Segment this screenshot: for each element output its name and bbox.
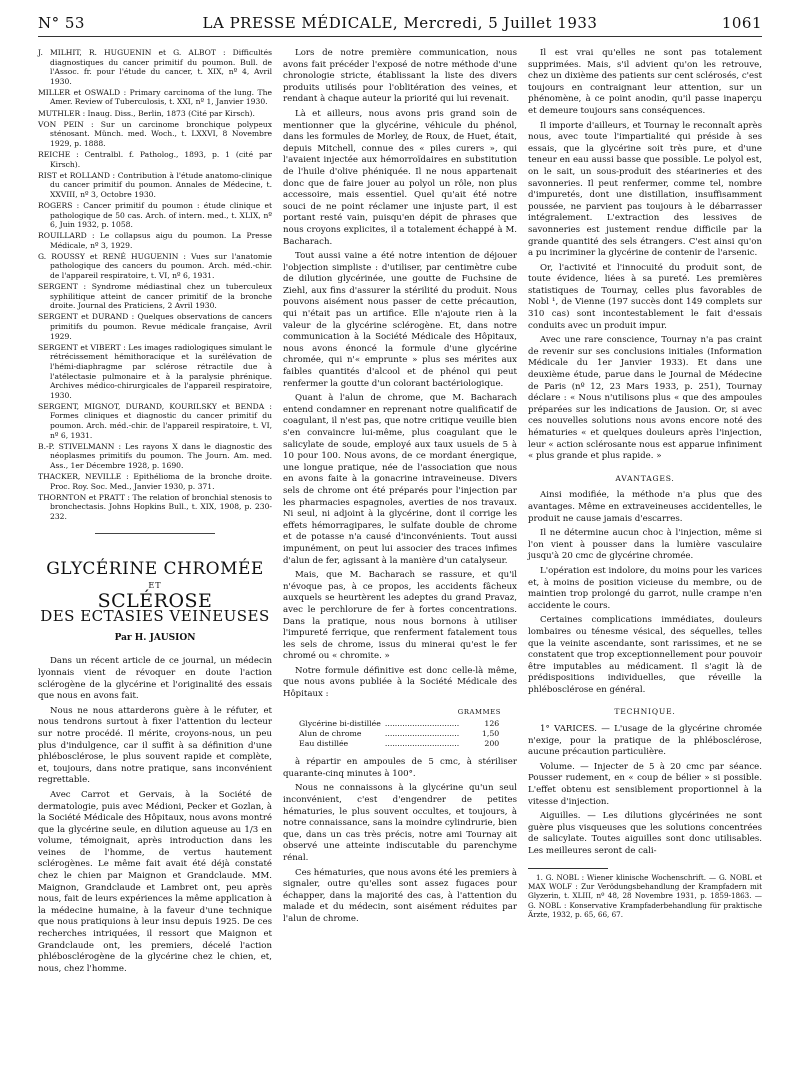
paragraph: à répartir en ampoules de 5 cmc, à stériliser quarante-cinq minutes à 100°. [283,757,517,779]
reference-entry: J. MILHIT, R. HUGUENIN et G. ALBOT : Difficultés diagnostiques du cancer primitif du poumon. Bull. de l'Assoc. fr. pour l'étude du cancer, t. XIX, nº 4, Avril 1930. [38,48,272,86]
paragraph: Il ne détermine aucun choc à l'injection, même si l'on vient à pousser dans la lumière vasculaire jusqu'à 20 cmc de glycérine chromée. [528,528,762,562]
column-3 [528,48,762,920]
paragraph: Quant à l'alun de chrome, que M. Bacharach entend condamner en reprenant notre qualificatif de coagulant, il n'est pas, que notre critique veuille bien s'en convaincre lui-même, plus coagulant que le salicylate de soude, employé aux taux usuels de 5 à 10 pour 100. Nous avons, de ce mordant énergique, une longue pratique, née de l'association que nous en avons faite à la gonacrine intraveineuse. Divers sels de chrome ont été préparés pour l'injection par les pharmacies espagnoles, averties de nos travaux. Ni seul, ni adjoint à la glycérine, dont il corrige les effets hémorragipares, le sulfate double de chrome et de potasse n'a causé d'inconvénients. Tout aussi impunément, on peut lui associer des traces infimes d'alun de fer, agissant à la manière d'un catalyseur. [283,393,517,566]
column-2 [283,48,517,929]
technique-text [528,724,762,858]
reference-entry: VON PEIN : Sur un carcinome bronchique polypeux sténosant. Münch. med. Woch., t. LXXVI, 8 Novembre 1929, p. 1888. [38,119,272,148]
running-header [38,12,762,36]
ingredient-name: Glycérine bi-distillée [299,719,381,729]
footnote: 1. G. NOBL : Wiener klinische Wochenschrift. — G. NOBL et MAX WOLF : Zur Verödungsbehandlung der Krampfadern mit Glyzerin, t. XLIII, nº 48, 28 Novembre 1931, p. 1859-1863. — G. NOBL : Konservative Krampfaderbehandlung für praktische Ärzte, 1932, p. 65, 66, 67. [528,872,762,920]
journal-title: LA PRESSE MÉDICALE, Mercredi, 5 Juillet 1933 [202,14,598,32]
reference-list [38,48,272,521]
column-1 [38,48,272,978]
leader-dots: .............................. [384,719,460,729]
paragraph: Avec Carrot et Gervais, à la Société de dermatologie, puis avec Médioni, Pecker et Gozlan, à la Société Médicale des Hôpitaux, nous avons montré que la glycérine seule, en dilution aqueuse au 1/3 en volume, témoignait, après introduction dans les veines de l'homme, de vertus hautement sclérogènes. Le même fait avait été déjà constaté chez le chien par Maignon et Grandclaude. MM. Maignon, Grandclaude et Lambret ont, peu après nous, fait de leurs expériences la même application à la médecine humaine, à la faveur d'une technique que nous pratiquions à leur insu depuis 1925. De ces recherches intriquées, il ressort que Maignon et Grandclaude ont, les premiers, décelé l'action phlébosclérogène de la glycérine chez le chien, et, nous, chez l'homme. [38,789,273,974]
reference-entry: B.-P. STIVELMANN : Les rayons X dans le diagnostic des néoplasmes primitifs du poumon. The Journ. Am. med. Ass., 1er Décembre 1928, p. 1690. [38,441,272,470]
formula-row [297,719,501,729]
ingredient-quantity: 200 [484,739,500,749]
article-author: Par H. JAUSION [114,632,196,643]
formula-unit: GRAMMES [457,707,501,716]
issue-number: N° 53 [38,14,85,32]
paragraph: Là et ailleurs, nous avons pris grand soin de mentionner que la glycérine, véhicule du phénol, dans les formules de Morley, de Roux, de Huet, était, depuis Mitchell, connue des « piles curers », qui l'avaient injectée aux hémorroïdaires en substitution de l'huile d'olive phéniquée. Il ne nous appartenait donc que de faire jouer au polyol un rôle, non plus accessoire, mais essentiel. Quel qu'ait été notre souci de ne point réclamer une injuste part, il est portant resté vain, puisqu'en dépit de phrases que nous croyons explicites, il a totalement échappé à M. Bacharach. [283,108,517,247]
reference-entry: ROUILLARD : Le collapsus aigu du poumon. La Presse Médicale, nº 3, 1929. [38,231,272,250]
reference-entry: REICHE : Centralbl. f. Patholog., 1893, p. 1 (cité par Kirsch). [38,149,272,169]
reference-entry: RIST et ROLLAND : Contribution à l'étude anatomo-clinique du cancer primitif du poumon. Annales de Médecine, t. XXVIII, nº 3, Octobre 1930. [38,170,272,199]
section-avantages: AVANTAGES. [615,473,675,483]
paragraph: Lors de notre première communication, nous avons fait précéder l'exposé de notre méthode d'une chronologie stricte, établissant la liste des divers produits utilisés pour l'oblitération des veines, et rendant à chaque auteur la priorité qui lui revenait. [283,48,517,105]
header-rule [38,36,762,37]
title-et: ET [148,581,162,590]
paragraph: Ainsi modifiée, la méthode n'a plus que des avantages. Même en extraveineuses accidentelles, le produit ne cause jamais d'escarres. [528,490,762,524]
column-2-text [283,48,517,701]
column-3-text [528,48,762,463]
reference-entry: G. ROUSSY et RENÉ HUGUENIN : Vues sur l'anatomie pathologique des cancers du poumon. Arch. méd.-chir. de l'appareil respiratoire, t. VI, nº 6, 1931. [38,251,272,281]
footnote-rule [528,868,608,869]
reference-entry: SERGENT et DURAND : Quelques observations de cancers primitifs du poumon. Revue médicale française, Avril 1929. [38,312,272,341]
article-title [38,559,272,626]
formula-row [297,729,501,739]
paragraph: Notre formule définitive est donc celle-là même, que nous avons publiée à la Société Médicale des Hôpitaux : [283,665,517,700]
reference-entry: SERGENT : Syndrome médiastinal chez un tuberculeux syphilitique atteint de cancer primitif de la bronche droite. Journal des Praticiens, 2 Avril 1930. [38,282,272,311]
page-number: 1061 [721,14,762,32]
column-2-text-after [283,757,517,925]
column-1-text [38,656,272,975]
leader-dots: .............................. [384,739,460,749]
formula-row [297,739,501,749]
reference-entry: ROGERS : Cancer primitif du poumon : étude clinique et pathologique de 50 cas. Arch. of intern. med., t. XLIX, nº 6, Juin 1932, p. 1058. [38,200,272,230]
formula-table [297,719,501,749]
section-technique: TECHNIQUE. [614,707,676,717]
separator-rule [95,533,215,534]
paragraph: Mais, que M. Bacharach se rassure, et qu'il n'évoque pas, à ce propos, les accidents fâcheux auxquels se heurtèrent les adeptes du grand Pravaz, avec le perchlorure de fer à fortes concentrations. Dans la pratique, nous nous bornons à utiliser l'impureté ferrique, que renferment fatalement tous les sels de chrome, issus du minerai qu'est le fer chromé ou « chromite. » [283,570,517,662]
paragraph: Aiguilles. — Les dilutions glycérinées ne sont guère plus visqueuses que les solutions concentrées de salicylate. Toutes aiguilles sont donc utilisables. Les meilleures seront de cali- [528,811,762,856]
reference-entry: MILLER et OSWALD : Primary carcinoma of the lung. The Amer. Review of Tuberculosis, t. XXI, nº 1, Janvier 1930. [38,87,272,107]
paragraph: L'opération est indolore, du moins pour les varices et, à moins de position vicieuse du membre, ou de maintien trop prolongé du garrot, nulle crampe n'en accidente le cours. [528,565,762,611]
ingredient-quantity: 1,50 [481,729,500,739]
avantages-text [528,490,762,696]
paragraph: Certaines complications immédiates, douleurs lombaires ou ténesme vésical, des séquelles, telles que la veinite ascendante, sont rarissimes, et ne se constatent que trop exceptionnellement pour pouvoir être imputables au médicament. Il s'agit là de prédispositions individuelles, que réveille la phlébosclérose en général. [528,615,762,695]
paragraph: Dans un récent article de ce journal, un médecin lyonnais vient de révoquer en doute l'action sclérogène de la glycérine et l'originalité des essais que nous en avons fait. [38,656,272,702]
ingredient-name: Alun de chrome [299,729,362,739]
paragraph: Il importe d'ailleurs, et Tournay le reconnaît après nous, avec toute l'impartialité qui préside à ses essais, que la glycérine soit très pure, et d'une teneur en eau aussi basse que possible. Le polyol est, on le sait, un sous-produit des stéarineries et des savonneries. Il peut renfermer, comme tel, nombre d'impuretés, dont une distillation, insuffisamment poussée, ne parvient pas toujours à le débarrasser intégralement. L'extraction des lessives de savonneries est justement rendue difficile par la grande quantité des sels étrangers. C'est ainsi qu'on a pu incriminer la glycérine de contenir de l'arsenic. [528,120,762,259]
reference-entry: SERGENT et VIBERT : Les images radiologiques simulant le rétrécissement hémithoracique et la surélévation de l'hémi-diaphragme par sclérose rétractile due à l'atélectasie pulmonaire et à la paralysie phrénique. Archives médico-chirurgicales de l'appareil respiratoire, 1930. [38,342,272,400]
paragraph: Il est vrai qu'elles ne sont pas totalement supprimées. Mais, s'il advient qu'on les retrouve, chez un dixième des patients sur cent sclérosés, c'est toujours en contraignant leur attention, sur un phénomène, à ce point anodin, qu'il passe inaperçu et demeure toujours sans conséquences. [528,48,762,116]
ingredient-name: Eau distillée [299,739,349,749]
reference-entry: THORNTON et PRATT : The relation of bronchial stenosis to bronchectasis. Johns Hopkins Bull., t. XIX, 1908, p. 230-232. [38,492,272,521]
paragraph: Tout aussi vaine a été notre intention de déjouer l'objection simpliste : d'utiliser, par centimètre cube de dilution glycérinée, une goutte de Fuchsine de Ziehl, aux fins d'assurer la stérilité du produit. Nous pouvons aisément nous passer de cette précaution, qui n'était pas un artifice. Elle n'ajoute rien à la valeur de la glycérine sclérogène. Et, dans notre communication à la Société Médicale des Hôpitaux, nous avons énoncé la formule d'une glycérine chromée, qui n'« emprunte » plus ses mérites aux faibles quantités d'alcool et de phénol qui peut renfermer la goutte d'un colorant bactériologique. [283,251,517,389]
paragraph: Nous ne connaissons à la glycérine qu'un seul inconvénient, c'est d'engendrer de petites hématuries, le plus souvent occultes, et toujours, à notre connaissance, sans la moindre cylindrurie, bien que, dans un cas très précis, notre ami Tournay ait observé une atteinte indiscutable du parenchyme rénal. [283,783,517,863]
paragraph: 1° VARICES. — L'usage de la glycérine chromée n'exige, pour la pratique de la phlébosclérose, aucune précaution particulière. [528,724,762,758]
title-line-3: DES ECTASIES VEINEUSES [40,607,270,626]
leader-dots: .............................. [384,729,460,739]
reference-entry: SERGENT, MIGNOT, DURAND, KOURILSKY et BENDA : Formes cliniques et diagnostic du cancer primitif du poumon. Arch. méd.-chir. de l'appareil respiratoire, t. VI, nº 6, 1931. [38,401,272,440]
title-line-2: SCLÉROSE [97,589,213,612]
paragraph: Volume. — Injecter de 5 à 20 cmc par séance. Pousser rudement, en « coup de bélier » si possible. L'effet obtenu est sensiblement proportionnel à la vitesse d'injection. [528,761,762,807]
paragraph: Or, l'activité et l'innocuité du produit sont, de toute évidence, liées à sa pureté. Les premières statistiques de Tournay, celles plus favorables de Nobl ¹, de Vienne (197 succès dont 149 complets sur 310 cas) sont incontestablement le fait d'essais conduits avec un produit impur. [528,262,762,331]
title-line-1: GLYCÉRINE CHROMÉE [46,559,264,580]
ingredient-quantity: 126 [484,719,500,729]
reference-entry: THACKER, NEVILLE : Epithélioma de la bronche droite. Proc. Roy. Soc. Med., Janvier 1930, p. 371. [38,471,272,491]
reference-entry: MUTHLER : Inaug. Diss., Berlin, 1873 (Cité par Kirsch). [38,108,255,118]
paragraph: Avec une rare conscience, Tournay n'a pas craint de revenir sur ses conclusions initiales (Information Médicale du 1er Janvier 1933). Et dans une deuxième étude, parue dans le Journal de Médecine de Paris (nº 12, 23 Mars 1933, p. 251), Tournay déclare : « Nous n'utilisons plus « que des ampoules préparées sur les indications de Jausion. Or, si avec ces nouvelles solutions nous avons encore noté des hématuries « et quelques douleurs après l'injection, leur « action sclérosante nous est apparue infiniment « plus grande et plus rapide. » [528,335,762,462]
paragraph: Nous ne nous attarderons guère à le réfuter, et nous tendrons surtout à fixer l'attention du lecteur sur notre procédé. Il mérite, croyons-nous, un peu plus d'indulgence, car il suffit à sa définition d'une phlébosclérose, le plus souvent rapide et complète, et, toujours, dans notre pratique, sans inconvénient regrettable. [38,705,272,786]
paragraph: Ces hématuries, que nous avons été les premiers à signaler, outre qu'elles sont assez fugaces pour échapper, dans la majorité des cas, à l'attention du malade et du médecin, sont aisément réduites par l'alun de chrome. [283,867,517,924]
